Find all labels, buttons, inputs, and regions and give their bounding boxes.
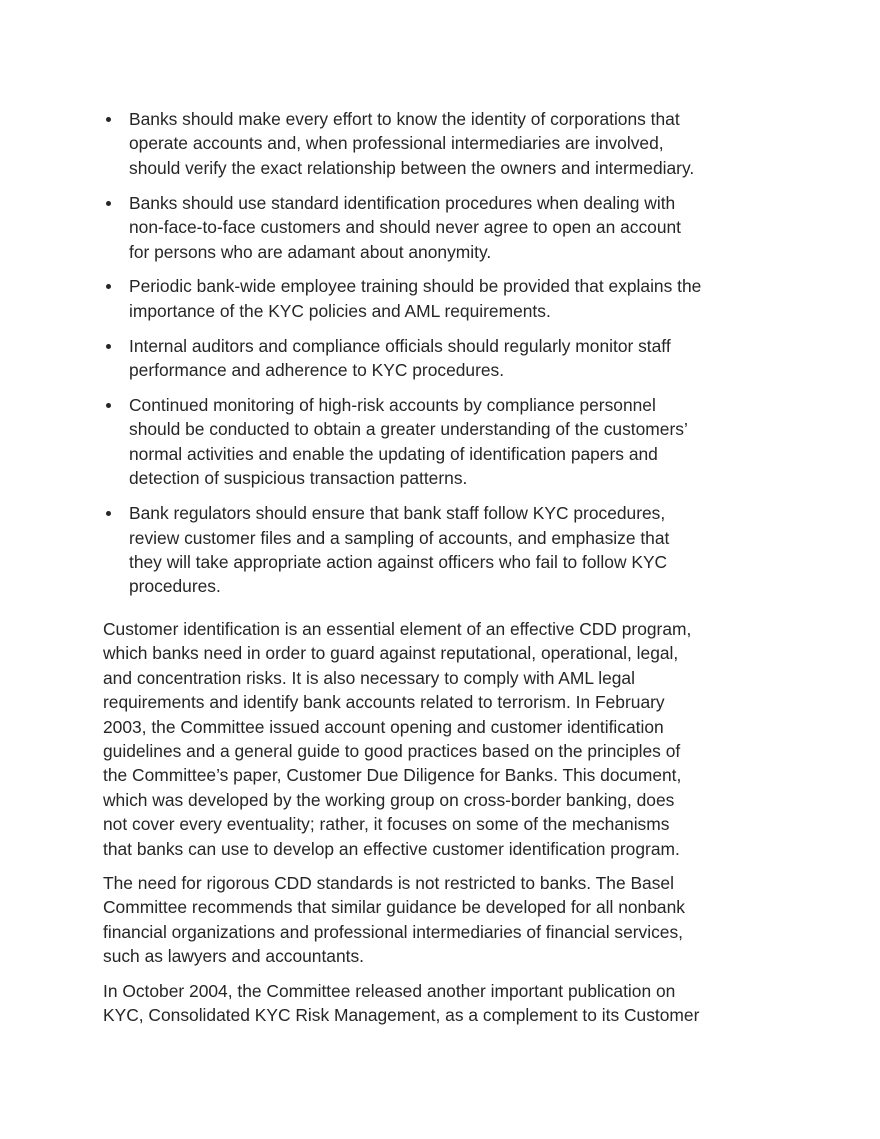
- text-line: which banks need in order to guard against reputational, operational, legal,: [103, 643, 679, 664]
- text-line: In October 2004, the Committee released another important publication on: [103, 980, 676, 1001]
- text-line: should be conducted to obtain a greater understanding of the customers’: [129, 419, 688, 440]
- text-line: which was developed by the working group on cross-border banking, does: [103, 789, 675, 810]
- text-line: The need for rigorous CDD standards is not restricted to banks. The Basel: [103, 873, 674, 894]
- body-paragraphs: [103, 617, 763, 1038]
- text-line: requirements and identify bank accounts related to terrorism. In February: [103, 692, 665, 713]
- text-line: 2003, the Committee issued account opening and customer identification: [103, 716, 664, 737]
- bullet-item: [103, 274, 763, 323]
- text-line: they will take appropriate action against officers who fail to follow KYC: [129, 552, 668, 572]
- text-line: Internal auditors and compliance officials should regularly monitor staff: [129, 335, 671, 356]
- text-line: such as lawyers and accountants.: [103, 946, 365, 967]
- text-line: KYC, Consolidated KYC Risk Management, as a complement to its Customer: [103, 1005, 700, 1026]
- text-line: Banks should use standard identification procedures when dealing with: [129, 192, 676, 213]
- text-line: non-face-to-face customers and should never agree to open an account: [129, 217, 682, 238]
- bullet-dot-icon: [106, 403, 111, 408]
- text-line: that banks can use to develop an effective customer identification program.: [103, 838, 680, 859]
- paragraph: [103, 617, 763, 861]
- text-line: detection of suspicious transaction patterns.: [129, 468, 468, 489]
- bullet-item: [103, 191, 763, 264]
- text-line: financial organizations and professional intermediaries of financial services,: [103, 921, 683, 942]
- text-line: Bank regulators should ensure that bank staff follow KYC procedures,: [129, 503, 666, 524]
- paragraph: [103, 871, 763, 969]
- text-line: operate accounts and, when professional intermediaries are involved,: [129, 133, 664, 154]
- bullet-dot-icon: [106, 201, 111, 206]
- text-line: the Committee’s paper, Customer Due Diligence for Banks. This document,: [103, 765, 682, 786]
- text-line: and concentration risks. It is also necessary to comply with AML legal: [103, 667, 635, 688]
- bullet-list: [103, 107, 763, 609]
- text-line: should verify the exact relationship between the owners and intermediary.: [129, 157, 695, 178]
- text-line: normal activities and enable the updating of identification papers and: [129, 443, 658, 464]
- text-line: performance and adherence to KYC procedures.: [129, 360, 505, 381]
- text-line: for persons who are adamant about anonymity.: [129, 241, 492, 262]
- bullet-dot-icon: [106, 511, 111, 516]
- bullet-item: [103, 334, 763, 383]
- text-line: Customer identification is an essential element of an effective CDD program,: [103, 619, 692, 639]
- paragraph: [103, 979, 763, 1028]
- bullet-item: [103, 501, 763, 599]
- text-line: Committee recommends that similar guidance be developed for all nonbank: [103, 897, 685, 918]
- bullet-item: [103, 107, 763, 180]
- text-line: Periodic bank-wide employee training should be provided that explains the: [129, 276, 702, 297]
- text-line: Continued monitoring of high-risk accounts by compliance personnel: [129, 395, 656, 416]
- bullet-dot-icon: [106, 344, 111, 349]
- bullet-item: [103, 393, 763, 491]
- bullet-dot-icon: [106, 284, 111, 289]
- text-line: not cover every eventuality; rather, it focuses on some of the mechanisms: [103, 814, 670, 835]
- text-line: guidelines and a general guide to good practices based on the principles of: [103, 741, 681, 762]
- text-line: procedures.: [129, 576, 221, 597]
- text-line: importance of the KYC policies and AML requirements.: [129, 300, 551, 321]
- bullet-dot-icon: [106, 117, 111, 122]
- text-line: review customer files and a sampling of accounts, and emphasize that: [129, 527, 670, 548]
- text-line: Banks should make every effort to know the identity of corporations that: [129, 109, 680, 129]
